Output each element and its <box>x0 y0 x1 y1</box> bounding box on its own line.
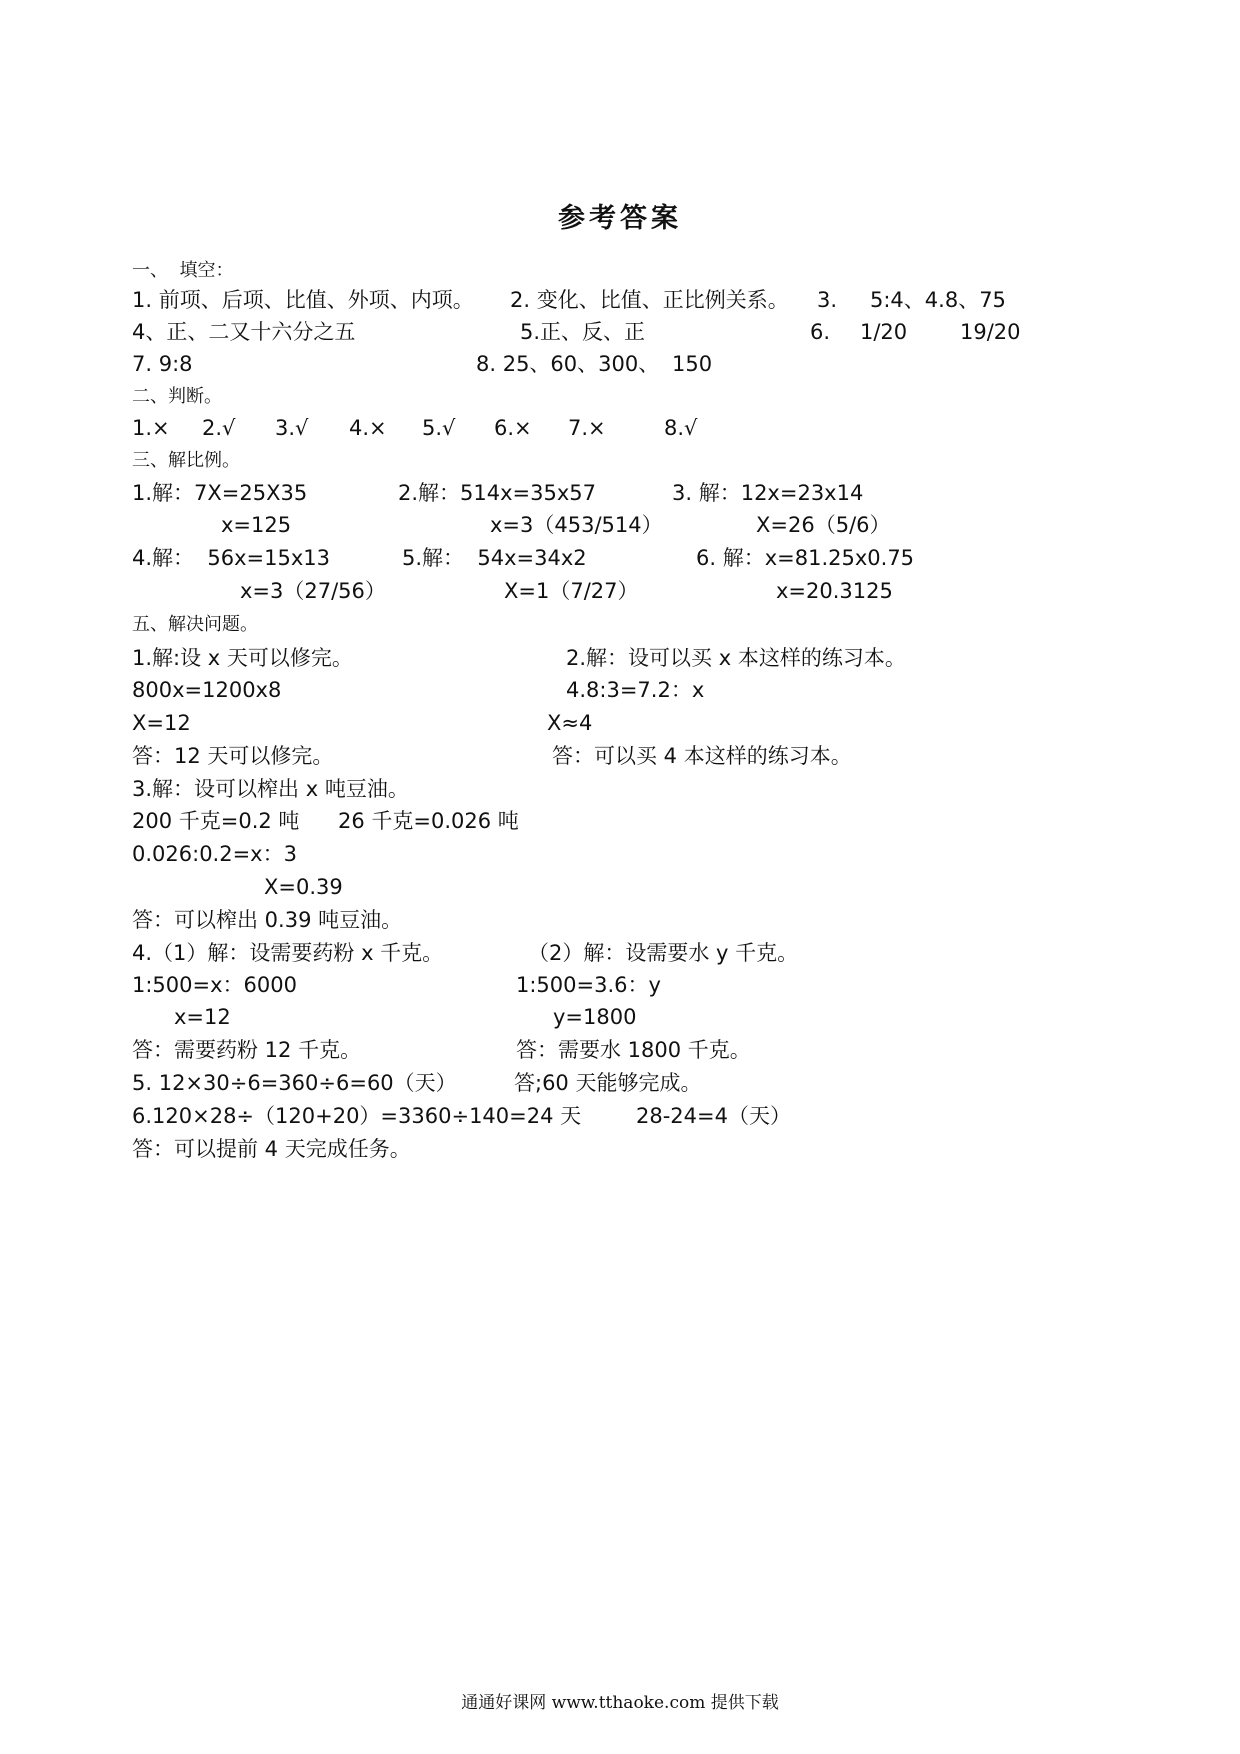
proportion-step: 1.解：7X=25X35 <box>132 481 308 505</box>
fill-answer: 3. <box>817 288 838 312</box>
problem-2-answer: 答：可以买 4 本这样的练习本。 <box>552 744 852 768</box>
judge-answer: 1.× <box>132 416 170 440</box>
problem-6-difference: 28-24=4（天） <box>636 1104 791 1128</box>
proportion-step: 4.解： 56x=15x13 <box>132 546 331 570</box>
judge-answer: 6.× <box>494 416 532 440</box>
problem-4a-equation: 1:500=x：6000 <box>132 973 297 997</box>
proportion-step: 6. 解：x=81.25x0.75 <box>696 546 915 570</box>
problem-1-setup: 1.解:设 x 天可以修完。 <box>132 646 353 670</box>
fill-answer: 1/20 <box>860 320 908 344</box>
problem-4b-equation: 1:500=3.6：y <box>516 973 661 997</box>
problem-5-solution: 5. 12×30÷6=360÷6=60（天） <box>132 1071 457 1095</box>
section-heading-problems: 五、解决问题。 <box>132 614 258 635</box>
fill-answer: 19/20 <box>960 320 1021 344</box>
judge-answer: 5.√ <box>422 416 456 440</box>
problem-1-result: X=12 <box>132 711 191 735</box>
judge-answer: 8.√ <box>664 416 698 440</box>
proportion-result: X=1（7/27） <box>504 579 639 603</box>
fill-answer: 5.正、反、正 <box>520 320 646 344</box>
problem-1-answer: 答：12 天可以修完。 <box>132 744 334 768</box>
proportion-result: x=20.3125 <box>776 579 893 603</box>
problem-2-equation: 4.8:3=7.2：x <box>566 678 705 702</box>
section-heading-proportion: 三、解比例。 <box>132 450 240 471</box>
problem-3-result: X=0.39 <box>264 875 343 899</box>
judge-answer: 3.√ <box>275 416 309 440</box>
problem-3-equation: 0.026:0.2=x：3 <box>132 842 297 866</box>
fill-answer: 2. 变化、比值、正比例关系。 <box>510 288 789 312</box>
problem-2-result: X≈4 <box>547 711 593 735</box>
fill-answer: 4、正、二又十六分之五 <box>132 320 356 344</box>
problem-3-answer: 答：可以榨出 0.39 吨豆油。 <box>132 908 403 932</box>
problem-2-setup: 2.解：设可以买 x 本这样的练习本。 <box>566 646 906 670</box>
proportion-step: 5.解： 54x=34x2 <box>402 546 587 570</box>
proportion-result: x=3（27/56） <box>240 579 386 603</box>
proportion-result: x=125 <box>221 513 292 537</box>
judge-answer: 4.× <box>349 416 387 440</box>
section-heading-fill: 一、 填空： <box>132 260 234 281</box>
fill-answer: 5:4、4.8、75 <box>870 288 1006 312</box>
problem-4b-result: y=1800 <box>553 1005 637 1029</box>
fill-answer: 1. 前项、后项、比值、外项、内项。 <box>132 288 474 312</box>
fill-answer: 6. <box>810 320 831 344</box>
problem-6-answer: 答：可以提前 4 天完成任务。 <box>132 1137 411 1161</box>
proportion-result: X=26（5/6） <box>756 513 891 537</box>
problem-3-setup: 3.解：设可以榨出 x 吨豆油。 <box>132 777 409 801</box>
problem-4a-answer: 答：需要药粉 12 千克。 <box>132 1038 362 1062</box>
fill-answer: 150 <box>672 352 713 376</box>
problem-3-conversion: 200 千克=0.2 吨 <box>132 809 300 833</box>
judge-answer: 2.√ <box>202 416 236 440</box>
section-heading-judge: 二、判断。 <box>132 386 222 407</box>
proportion-step: 2.解：514x=35x57 <box>398 481 597 505</box>
problem-5-answer: 答;60 天能够完成。 <box>514 1071 702 1095</box>
problem-4b-answer: 答：需要水 1800 千克。 <box>516 1038 751 1062</box>
fill-answer: 8. 25、60、300、 <box>476 352 660 376</box>
proportion-step: 3. 解：12x=23x14 <box>672 481 864 505</box>
problem-4b-setup: （2）解：设需要水 y 千克。 <box>528 941 799 965</box>
fill-answer: 7. 9:8 <box>132 352 193 376</box>
problem-3-conversion: 26 千克=0.026 吨 <box>338 809 519 833</box>
problem-6-solution: 6.120×28÷（120+20）=3360÷140=24 天 <box>132 1104 582 1128</box>
problem-4a-result: x=12 <box>174 1005 231 1029</box>
footer-credit: 通通好课网 www.tthaoke.com 提供下载 <box>461 1693 779 1713</box>
problem-4a-setup: 4.（1）解：设需要药粉 x 千克。 <box>132 941 444 965</box>
judge-answer: 7.× <box>568 416 606 440</box>
proportion-result: x=3（453/514） <box>490 513 663 537</box>
page-title: 参考答案 <box>558 203 682 234</box>
problem-1-equation: 800x=1200x8 <box>132 678 282 702</box>
